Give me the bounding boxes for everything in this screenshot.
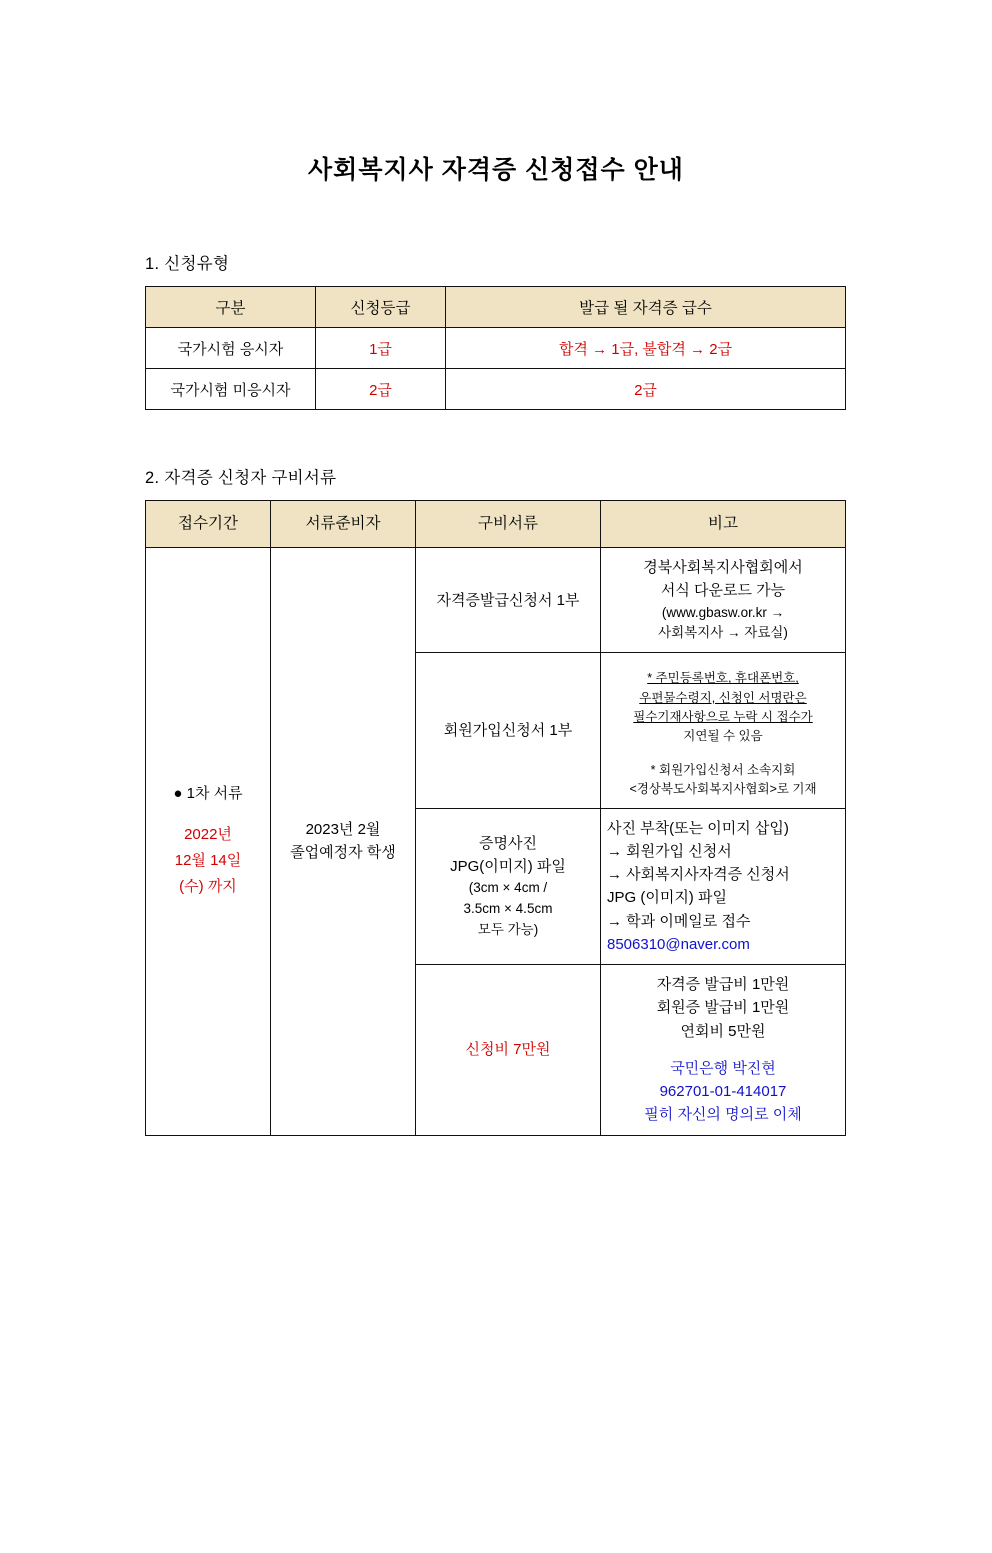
cell-remark-membership-application [601,653,846,808]
cell-document-preparer [271,548,416,1136]
remark-line: → 학과 이메일로 접수 [607,912,751,930]
period-main-label: ● 1차 서류 [173,785,243,803]
application-types-table [145,286,846,410]
remark-line: → 사회복지사자격증 신청서 [607,866,790,884]
cell-remark-application-fee [601,965,846,1136]
remark-line: 자격증 발급비 1만원 [656,976,790,994]
remark-note-line: 필수기재사항으로 누락 시 접수가 [633,710,813,725]
remark-line: 회원증 발급비 1만원 [656,999,790,1017]
remark-note-line: 지연될 수 있음 [683,729,763,744]
remark-line-path: 사회복지사 → 자료실) [658,625,788,641]
required-documents-table [145,500,846,1136]
column-header-period: 접수기간 [146,501,271,548]
table-header-row [146,501,846,548]
cell-category-exam-taker: 국가시험 응시자 [146,328,316,369]
remark-note-line: * 주민등록번호, 휴대폰번호, [647,671,799,686]
preparer-line-2: 졸업예정자 학생 [290,844,396,862]
remark-note-line: * 회원가입신청서 소속지회 [650,762,796,777]
column-header-preparer: 서류준비자 [271,501,416,548]
preparer-line-1: 2023년 2월 [305,821,381,839]
period-date-line-1: 2022년 [184,825,232,843]
document-line: (3cm × 4cm / [468,880,548,896]
remark-line: 연회비 5만원 [680,1022,766,1040]
remark-line: → 회원가입 신청서 [607,842,732,860]
table-header-row [146,287,846,328]
document-line: JPG(이미지) 파일 [450,857,566,875]
remark-bank-account: 962701-01-414017 [659,1083,787,1101]
column-header-result: 발급 될 자격증 급수 [446,287,846,328]
remark-email-address[interactable]: 8506310@naver.com [607,935,750,953]
column-header-document: 구비서류 [416,501,601,548]
document-line: 모두 가능) [477,922,539,938]
column-header-grade: 신청등급 [316,287,446,328]
cell-document-id-photo [416,808,601,965]
period-date-line-2: 12월 14일 [174,851,242,869]
remark-line: 서식 다운로드 가능 [660,582,786,600]
table-row [146,328,846,369]
cell-submission-period [146,548,271,1136]
document-line: 증명사진 [479,834,537,852]
cell-grade-non-exam-taker: 2급 [316,369,446,410]
cell-result-exam-taker: 합격 → 1급, 불합격 → 2급 [446,328,846,369]
cell-document-certificate-application: 자격증발급신청서 1부 [416,548,601,653]
remark-bank-name: 국민은행 박진현 [670,1059,776,1077]
remark-line: 사진 부착(또는 이미지 삽입) [607,819,789,837]
remark-note-line: <경상북도사회복지사협회>로 기재 [629,782,817,797]
table-row [146,548,846,653]
fee-label: 신청비 [465,1041,514,1059]
fee-amount: 7만원 [513,1041,551,1059]
document-line: 3.5cm × 4.5cm [463,901,553,917]
cell-remark-id-photo [601,808,846,965]
column-header-remark: 비고 [601,501,846,548]
remark-bank-note: 필히 자신의 명의로 이체 [644,1106,802,1124]
period-date-line-3: (수) 까지 [179,878,237,896]
document-page [0,150,992,1553]
cell-document-membership-application: 회원가입신청서 1부 [416,653,601,808]
cell-grade-exam-taker: 1급 [316,328,446,369]
section-heading-required-documents: 2. 자격증 신청자 구비서류 [145,469,337,487]
remark-line: 경북사회복지사협회에서 [643,559,803,576]
cell-document-application-fee [416,965,601,1136]
page-title: 사회복지사 자격증 신청접수 안내 [308,156,684,184]
remark-line-website: (www.gbasw.or.kr → [661,604,785,620]
cell-category-non-exam-taker: 국가시험 미응시자 [146,369,316,410]
cell-remark-certificate-application [601,548,846,653]
column-header-category: 구분 [146,287,316,328]
remark-line: JPG (이미지) 파일 [607,889,727,907]
cell-result-non-exam-taker: 2급 [446,369,846,410]
section-heading-application-types: 1. 신청유형 [145,255,230,273]
remark-note-line: 우편물수령지, 신청인 서명란은 [639,690,807,705]
table-row [146,369,846,410]
